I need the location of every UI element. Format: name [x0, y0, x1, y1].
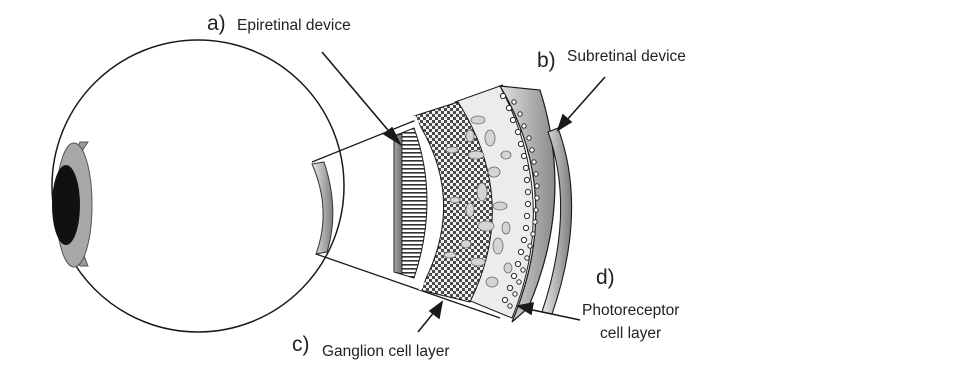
label-b-letter: b)	[537, 49, 556, 72]
label-a-letter: a)	[207, 12, 226, 35]
label-d-text-line2: cell layer	[600, 325, 662, 342]
arrow-epiretinal	[322, 52, 393, 136]
label-a-text: Epiretinal device	[237, 17, 351, 34]
label-c-letter: c)	[292, 333, 310, 356]
epiretinal-device-edge	[394, 134, 402, 274]
arrow-ganglion	[418, 311, 435, 332]
label-d-letter: d)	[596, 266, 615, 289]
pupil	[52, 165, 80, 245]
epiretinal-device	[394, 128, 427, 278]
label-b-text: Subretinal device	[567, 48, 686, 65]
arrow-subretinal	[566, 77, 605, 121]
label-d-text-line1: Photoreceptor	[582, 302, 680, 319]
eye	[52, 40, 344, 332]
retina-section	[414, 86, 555, 322]
label-c-text: Ganglion cell layer	[322, 343, 450, 360]
eyeball	[52, 40, 344, 332]
arrow-photoreceptor	[528, 309, 580, 320]
